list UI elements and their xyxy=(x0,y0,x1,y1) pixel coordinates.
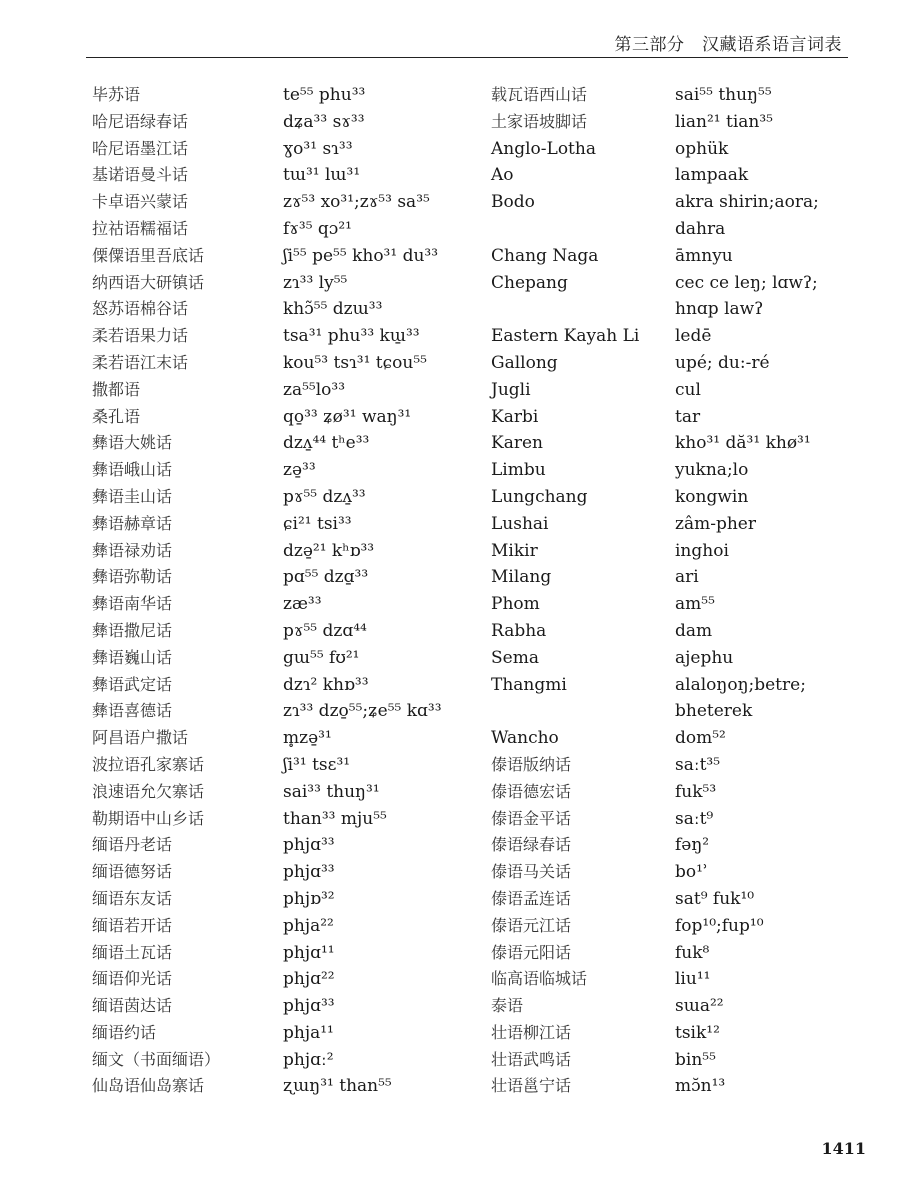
language-name: 毕苏语 xyxy=(92,85,141,104)
language-name: 彝语南华话 xyxy=(92,594,173,614)
word-form: phjɑ³³ xyxy=(283,835,335,856)
word-form: saːt⁹ xyxy=(675,808,714,829)
language-name: Thangmi xyxy=(491,674,567,695)
language-name: 彝语武定话 xyxy=(92,674,173,694)
language-name: Mikir xyxy=(491,540,538,561)
language-name: Chang Naga xyxy=(491,245,599,266)
language-name: Phom xyxy=(491,594,540,615)
word-form: ajephu xyxy=(675,647,734,668)
word-form: zɤ⁵³ xo³¹;zɤ⁵³ sa³⁵ xyxy=(283,192,430,213)
word-form: fop¹⁰;fup¹⁰ xyxy=(675,915,764,936)
language-name: Limbu xyxy=(491,460,546,481)
word-form: tsa³¹ phu³³ kɯ̱³³ xyxy=(283,326,420,347)
language-name: 傣语元阳话 xyxy=(491,942,572,962)
word-form: zæ³³ xyxy=(283,594,322,615)
word-form: āmnyu xyxy=(675,245,733,266)
language-name xyxy=(491,698,639,725)
language-name: Karbi xyxy=(491,406,539,427)
language-name: 壮语柳江话 xyxy=(491,1022,572,1042)
word-form: zə̱³³ xyxy=(283,460,316,481)
word-form: am⁵⁵ xyxy=(675,594,715,615)
word-form: phjɑ³³ xyxy=(283,862,335,883)
word-form: pɤ⁵⁵ dzʌ̱³³ xyxy=(283,486,366,507)
language-name: Anglo-Lotha xyxy=(491,138,596,159)
word-form: sai³³ thuŋ³¹ xyxy=(283,781,380,802)
word-form: saːt³⁵ xyxy=(675,754,721,775)
language-name: Rabha xyxy=(491,620,547,641)
word-form: phja²² xyxy=(283,915,334,936)
page-number: 1411 xyxy=(821,1139,866,1158)
word-form: dam xyxy=(675,620,713,641)
word-form: inghoi xyxy=(675,540,729,561)
word-form: alaloŋoŋ;betre; xyxy=(675,674,806,695)
word-form: tsik¹² xyxy=(675,1022,720,1043)
language-name xyxy=(491,216,639,243)
word-form: m̥zə̱³¹ xyxy=(283,728,332,749)
word-form: sɯa²² xyxy=(675,996,724,1017)
language-name: 柔若语江末话 xyxy=(92,352,189,372)
word-form: sat⁹ fuk¹⁰ xyxy=(675,888,755,909)
language-name: 缅语东友话 xyxy=(92,888,173,908)
language-name: 缅语仰光话 xyxy=(92,969,173,989)
language-name: 傣语金平话 xyxy=(491,808,572,828)
word-form: zɿ³³ ly⁵⁵ xyxy=(283,272,348,293)
word-form: ophük xyxy=(675,138,729,159)
language-name: 壮语邕宁话 xyxy=(491,1076,572,1096)
language-name: 缅语德努话 xyxy=(92,862,173,882)
language-name: 傣语德宏话 xyxy=(491,781,572,801)
language-name: Bodo xyxy=(491,192,535,213)
header-rule xyxy=(86,57,848,58)
language-name: 傣语马关话 xyxy=(491,862,572,882)
language-name: 彝语圭山话 xyxy=(92,486,173,506)
word-form: akra shirin;aora; xyxy=(675,192,819,213)
word-form: cec ce leŋ; lɑwʔ; xyxy=(675,272,818,293)
language-name: 桑孔语 xyxy=(92,406,141,426)
language-name: 撒都语 xyxy=(92,379,141,399)
language-name: 彝语禄劝话 xyxy=(92,540,173,560)
language-name xyxy=(491,296,639,323)
word-form: khɔ̃⁵⁵ dzɯ³³ xyxy=(283,299,383,320)
word-form: hnɑp lawʔ xyxy=(675,299,764,320)
language-name: Eastern Kayah Li xyxy=(491,326,640,347)
word-form: za⁵⁵lo³³ xyxy=(283,379,346,400)
word-form: phjɑ¹¹ xyxy=(283,942,335,963)
word-form: phjɑ³³ xyxy=(283,996,335,1017)
language-name: 彝语赫章话 xyxy=(92,513,173,533)
word-form: ʐɯŋ³¹ than⁵⁵ xyxy=(283,1076,392,1097)
language-name: 浪速语允欠寨话 xyxy=(92,781,205,801)
word-form: dzə̱²¹ kʰɒ³³ xyxy=(283,540,375,561)
word-form: bin⁵⁵ xyxy=(675,1049,716,1070)
word-form: phja¹¹ xyxy=(283,1022,334,1043)
word-form: lian²¹ tian³⁵ xyxy=(675,111,773,132)
language-name: 傣语孟连话 xyxy=(491,888,572,908)
language-name: 卡卓语兴蒙话 xyxy=(92,192,189,212)
language-name: 缅文（书面缅语） xyxy=(92,1049,221,1069)
word-form: tar xyxy=(675,406,701,427)
word-form: zâm-pher xyxy=(675,513,756,534)
word-form: fəŋ² xyxy=(675,835,710,856)
language-name: 彝语峨山话 xyxy=(92,460,173,480)
language-name: 傣语版纳话 xyxy=(491,754,572,774)
language-column-right xyxy=(491,82,639,1100)
word-form: tɯ³¹ lɯ³¹ xyxy=(283,165,361,186)
language-name: 彝语喜德话 xyxy=(92,701,173,721)
language-name: 哈尼语绿春话 xyxy=(92,111,189,131)
language-name: 基诺语曼斗话 xyxy=(92,165,189,185)
word-form: cul xyxy=(675,379,701,400)
word-form: gɯ⁵⁵ fʊ²¹ xyxy=(283,647,360,668)
language-name: 仙岛语仙岛寨话 xyxy=(92,1076,205,1096)
language-name: Milang xyxy=(491,567,552,588)
language-name: Gallong xyxy=(491,352,558,373)
word-form: kou⁵³ tsɿ³¹ tɕou⁵⁵ xyxy=(283,352,427,373)
language-name: Lungchang xyxy=(491,486,588,507)
language-name: 壮语武鸣话 xyxy=(491,1049,572,1069)
word-form: qo̱³³ ʑø³¹ waŋ³¹ xyxy=(283,406,412,427)
language-name: 泰语 xyxy=(491,996,524,1016)
language-name: 拉祜语糯福话 xyxy=(92,218,189,238)
word-form: dʑa³³ sɤ³³ xyxy=(283,111,365,132)
word-form: zɿ³³ dzo̱⁵⁵;ʑe⁵⁵ kɑ³³ xyxy=(283,701,442,722)
word-form: upé; du:-ré xyxy=(675,352,770,373)
word-form: phjɑ²² xyxy=(283,969,335,990)
language-name: 缅语若开话 xyxy=(92,915,173,935)
word-form: dahra xyxy=(675,218,726,239)
running-header: 第三部分 汉藏语系语言词表 xyxy=(614,35,842,55)
word-column-left xyxy=(283,82,442,1100)
language-name: 阿昌语户撒话 xyxy=(92,728,189,748)
language-name: 缅语土瓦话 xyxy=(92,942,173,962)
word-form: ledē xyxy=(675,326,712,347)
language-name: 勒期语中山乡话 xyxy=(92,808,205,828)
word-form: dzʌ̱⁴⁴ tʰe³³ xyxy=(283,433,370,454)
language-name: 波拉语孔家寨话 xyxy=(92,754,205,774)
language-name: Wancho xyxy=(491,728,559,749)
language-name: 纳西语大研镇话 xyxy=(92,272,205,292)
word-form: dom⁵² xyxy=(675,728,726,749)
word-form: mɔ̆n¹³ xyxy=(675,1076,726,1097)
language-name: 缅语茵达话 xyxy=(92,996,173,1016)
language-name: 载瓦语西山话 xyxy=(491,85,588,104)
language-name: 土家语坡脚话 xyxy=(491,111,588,131)
language-name: Jugli xyxy=(491,379,531,400)
word-form: fuk⁵³ xyxy=(675,781,717,802)
word-form: than³³ mju⁵⁵ xyxy=(283,808,387,829)
language-name: 柔若语果力话 xyxy=(92,326,189,346)
language-name: 临高语临城话 xyxy=(491,969,588,989)
word-form: kho³¹ dă³¹ khø³¹ xyxy=(675,433,811,454)
word-form: ari xyxy=(675,567,699,588)
language-name: 缅语约话 xyxy=(92,1022,157,1042)
language-name: 彝语大姚话 xyxy=(92,433,173,453)
word-form: sai⁵⁵ thuŋ⁵⁵ xyxy=(675,85,772,105)
language-name: Sema xyxy=(491,647,539,668)
language-name: Lushai xyxy=(491,513,549,534)
language-column-left xyxy=(92,82,220,1100)
language-name: Karen xyxy=(491,433,543,454)
word-form: ɣo³¹ sɿ³³ xyxy=(283,138,353,159)
word-form: kongwin xyxy=(675,486,749,507)
word-form: dzɿ² khɒ³³ xyxy=(283,674,369,695)
language-name: Ao xyxy=(491,165,514,186)
word-form: lampaak xyxy=(675,165,749,186)
word-form: pɤ⁵⁵ dzɑ⁴⁴ xyxy=(283,620,367,641)
language-name: 傣语元江话 xyxy=(491,915,572,935)
language-name: 彝语巍山话 xyxy=(92,647,173,667)
word-form: ʃi⁵⁵ pe⁵⁵ kho³¹ du³³ xyxy=(283,245,439,266)
word-form: phjɒ³² xyxy=(283,888,335,909)
language-name: 傈僳语里吾底话 xyxy=(92,245,205,265)
word-form: liu¹¹ xyxy=(675,969,711,990)
word-column-right xyxy=(675,82,819,1100)
language-name: 缅语丹老话 xyxy=(92,835,173,855)
language-name: 彝语弥勒话 xyxy=(92,567,173,587)
word-form: bheterek xyxy=(675,701,753,722)
language-name: 傣语绿春话 xyxy=(491,835,572,855)
word-form: fɤ³⁵ qɔ²¹ xyxy=(283,218,352,239)
language-name: 怒苏语棉谷话 xyxy=(92,299,189,319)
language-name: Chepang xyxy=(491,272,568,293)
language-name: 彝语撒尼话 xyxy=(92,620,173,640)
word-form: ɕi²¹ tsi³³ xyxy=(283,513,352,534)
word-form: bo¹ʾ xyxy=(675,862,709,883)
word-form: pɑ⁵⁵ dzɑ̱³³ xyxy=(283,567,369,588)
word-form: fuk⁸ xyxy=(675,942,710,963)
language-name: 哈尼语墨江话 xyxy=(92,138,189,158)
word-form: phjɑː² xyxy=(283,1049,334,1070)
word-form: yukna;lo xyxy=(675,460,749,481)
word-form: te⁵⁵ phu³³ xyxy=(283,85,366,105)
word-form: ʃi³¹ tsɛ³¹ xyxy=(283,754,351,775)
